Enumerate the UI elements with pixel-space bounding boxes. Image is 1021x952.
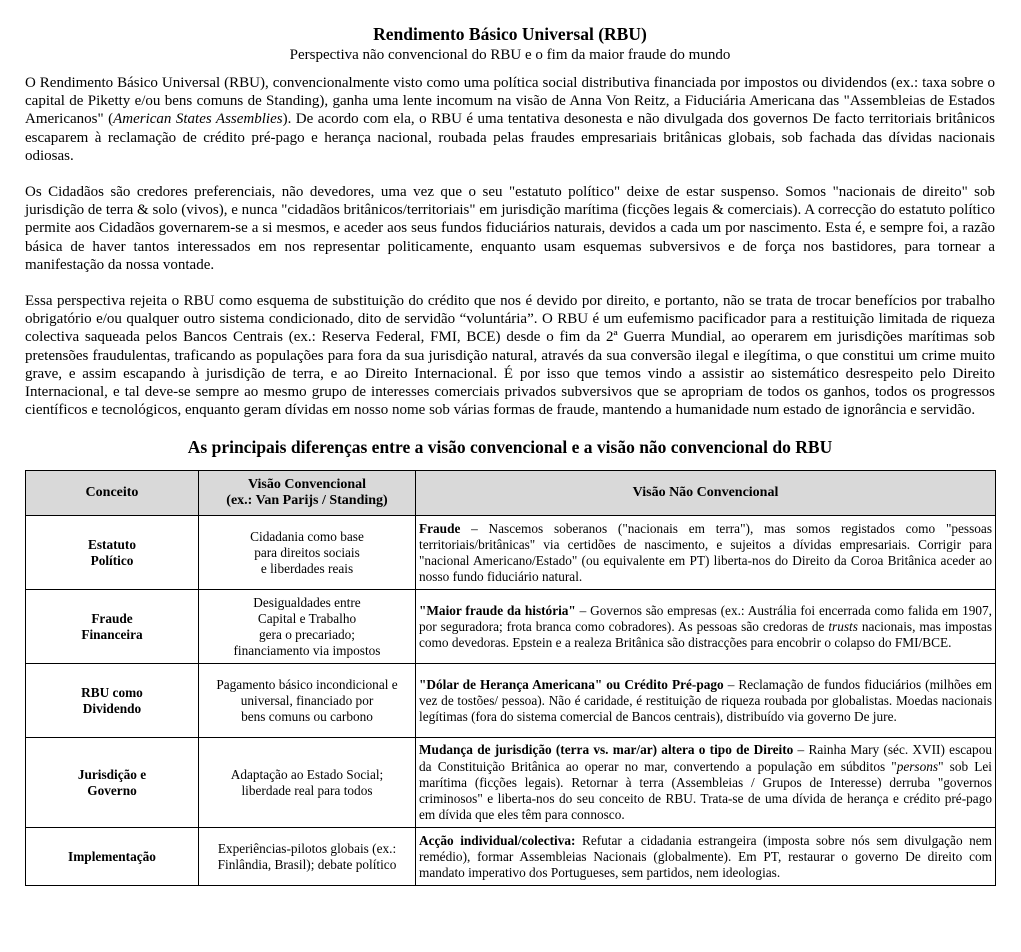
paragraph-1-emphasis: American States Assemblies xyxy=(113,111,283,128)
document-subtitle: Perspectiva não convencional do RBU e o fim da maior fraude do mundo xyxy=(289,47,731,63)
concept-cell xyxy=(26,664,199,738)
concept-line: Governo xyxy=(87,782,137,798)
conventional-line: financiamento via impostos xyxy=(233,643,381,659)
table-row xyxy=(26,738,996,828)
conventional-line: Desigualdades entre xyxy=(253,594,361,610)
nonconventional-heading: Mudança de jurisdição (terra vs. mar/ar) altera o tipo de Direito xyxy=(419,742,794,758)
nonconventional-text: – Nascemos soberanos ("nacionais em terra"), mas somos registados como "pessoas territoriais/britânicas" via certidões de nascimento, e sujeitos a dívidas empresariais. Corrigir para "nacional Americano/Estado" (ou equivalente em PT) liberta-nos do Direito da Coroa Britânica aceder ao nosso fundo fiduciário natural. xyxy=(419,520,992,585)
table-row xyxy=(26,664,996,738)
nonconventional-emphasis: trusts xyxy=(828,618,858,634)
conventional-line: Pagamento básico incondicional e xyxy=(216,676,398,692)
conventional-line: para direitos sociais xyxy=(254,544,360,560)
nonconventional-text: – Governos são empresas (ex.: Austrália foi encerrada como falida em 1907, por seguradora; frota branca como cobradores). As pessoas são credoras de xyxy=(419,602,992,634)
concept-line: Estatuto xyxy=(87,536,137,552)
conventional-cell xyxy=(199,664,416,738)
paragraph-2: Os Cidadãos são credores preferenciais, não devedores, uma vez que o seu "estatuto político" deixe de estar suspenso. Somos "nacionais de direito" sob jurisdição de terra & solo (vivos), e nunca "cidadãos britânicos/territoriais" em jurisdição marítima (ficções legais & comerciais). A correcção do estatuto político permite aos Cidadãos governarem-se a si mesmos, e aceder aos seus fundos fiduciários naturais, devidos a cada um por nascimento. Esta é, e sempre foi, a razão básica de haver tantos interessados em nos representar politicamente, enquanto usam esquemas subversivos e de força nos bastidores, para tornear a manifestação da nossa vontade. xyxy=(25,184,995,273)
conventional-line: liberdade real para todos xyxy=(241,782,373,798)
header-conventional xyxy=(199,471,416,516)
conventional-cell xyxy=(199,516,416,590)
nonconventional-heading: "Dólar de Herança Americana" ou Crédito Pré-pago xyxy=(419,676,724,692)
nonconventional-text: " sob Lei marítima (ficções legais). Retornar à terra (Assembleias / Grupos de Interesse) derruba "governos criminosos" e liberta-nos do seu conceito de RBU. Trata-se de uma dívida de herança e crédito pré-pago em dívida que eles têm para connosco. xyxy=(419,758,992,823)
concept-cell xyxy=(26,828,199,886)
nonconventional-cell xyxy=(416,738,996,828)
header-concept: Conceito xyxy=(26,471,199,516)
conventional-line: bens comuns ou carbono xyxy=(241,709,373,725)
header-nonconventional: Visão Não Convencional xyxy=(416,471,996,516)
header-conventional-line1: Visão Convencional xyxy=(247,477,367,493)
paragraph-3: Essa perspectiva rejeita o RBU como esquema de substituição do crédito que nos é devido por direito, e portanto, não se trata de trocar benefícios por trabalho obrigatório e/ou qualquer outro sistema condicionado, dito de servidão “voluntária”. O RBU é um eufemismo pacificador para a restituição limitada de riqueza colectiva saqueada pelos Bancos Centrais (ex.: Reserva Federal, FMI, BCE) desde o fim da 2ª Guerra Mundial, ao operarem em jurisdições marítimas sob pretensões fraudulentas, traficando as populações para fora da sua jurisdição natural, através da sua conversão ilegal e ilegítima, o que constitui um crime muito grave, e assim escapando à jurisdição de terra, e ao Direito Internacional. É por isso que temos vindo a assistir ao sistemático desrespeito pelo Direito Internacional, e tal deve-se sempre ao mesmo grupo de interesses comerciais privados subversivos que se apropriam de todos os ganhos, todos os progressos científicos e tecnológicos, enquanto geram dívidas em nosso nome sob várias formas de fraude, mantendo a humanidade num estado de ignorância e servidão. xyxy=(25,293,995,419)
conventional-cell xyxy=(199,738,416,828)
concept-line: Dividendo xyxy=(82,700,142,716)
nonconventional-text: Refutar a cidadania estrangeira (imposta sobre nós sem divulgação nem remédio), formar Assembleias Nacionais (globalmente). Em PT, restaurar o governo De direito com mandato imperativo dos Portugueses, sem partidos, nem ideologias. xyxy=(419,832,992,881)
concept-cell xyxy=(26,738,199,828)
concept-cell xyxy=(26,590,199,664)
nonconventional-cell xyxy=(416,516,996,590)
nonconventional-cell xyxy=(416,828,996,886)
conventional-line: Capital e Trabalho xyxy=(257,610,357,626)
concept-line: Implementação xyxy=(68,848,156,864)
table-row xyxy=(26,828,996,886)
paragraph-1-part-b: ). De acordo com ela, o RBU é uma tentativa desonesta e não divulgada dos governos De facto territoriais britânicos escaparem à reclamação de crédito pré-pago e herança nacional, roubada pelas fraudes empresariais britânicas globais, sob fachada das dívidas nacionais odiosas. xyxy=(25,111,995,164)
conventional-line: Cidadania como base xyxy=(250,528,364,544)
conventional-cell xyxy=(199,828,416,886)
conventional-line: Adaptação ao Estado Social; xyxy=(230,766,384,782)
table-row xyxy=(26,590,996,664)
document-title: Rendimento Básico Universal (RBU) xyxy=(373,24,647,44)
nonconventional-text: – Rainha Mary (séc. XVII) escapou da Constituição Britânica ao operar no mar, convertendo a população em súbditos " xyxy=(419,742,992,774)
nonconventional-heading: Fraude xyxy=(419,520,461,536)
paragraph-1 xyxy=(25,74,995,165)
table-header-row xyxy=(26,471,996,516)
nonconventional-heading: "Maior fraude da história" xyxy=(419,602,576,618)
concept-line: Financeira xyxy=(81,626,143,642)
conventional-cell xyxy=(199,590,416,664)
concept-line: Fraude xyxy=(91,610,133,626)
table-row xyxy=(26,516,996,590)
conventional-line: universal, financiado por xyxy=(240,692,374,708)
nonconventional-cell xyxy=(416,664,996,738)
nonconventional-cell xyxy=(416,590,996,664)
concept-cell xyxy=(26,516,199,590)
header-conventional-line2: (ex.: Van Parijs / Standing) xyxy=(226,493,388,509)
conventional-line: gera o precariado; xyxy=(259,626,355,642)
concept-line: Político xyxy=(90,552,134,568)
nonconventional-text: – Reclamação de fundos fiduciários (milhões em vez de tostões/ pessoa). Não é caridade, é restituição de riqueza roubada por globalistas. Moedas nacionais legítimas (fora do sistema comercial de Bancos centrais), distribuído via governo De jure. xyxy=(419,676,992,725)
nonconventional-text: nacionais, mas impostas como devedoras. Epstein e a realeza Britânica são distracções para encobrir o colapso do FMI/BCE. xyxy=(419,618,992,651)
nonconventional-heading: Acção individual/colectiva: xyxy=(419,832,576,848)
nonconventional-emphasis: persons xyxy=(896,758,939,774)
conventional-line: Experiências-pilotos globais (ex.: xyxy=(217,840,397,856)
concept-line: Jurisdição e xyxy=(77,766,147,782)
conventional-line: Finlândia, Brasil); debate político xyxy=(217,856,397,872)
section-title: As principais diferenças entre a visão convencional e a visão não convencional do RBU xyxy=(187,437,833,458)
concept-line: RBU como xyxy=(81,684,143,700)
paragraph-1-part-a: O Rendimento Básico Universal (RBU), convencionalmente visto como uma política social distributiva financiada por impostos ou dividendos (ex.: taxa sobre o capital de Piketty e/ou bens comuns de Standing), ganha uma lente incomum na visão de Anna Von Reitz, a Fiduciária Americana das "Assembleias de Estados Americanos" ( xyxy=(25,75,995,128)
conventional-line: e liberdades reais xyxy=(260,561,354,577)
comparison-table xyxy=(25,470,996,886)
